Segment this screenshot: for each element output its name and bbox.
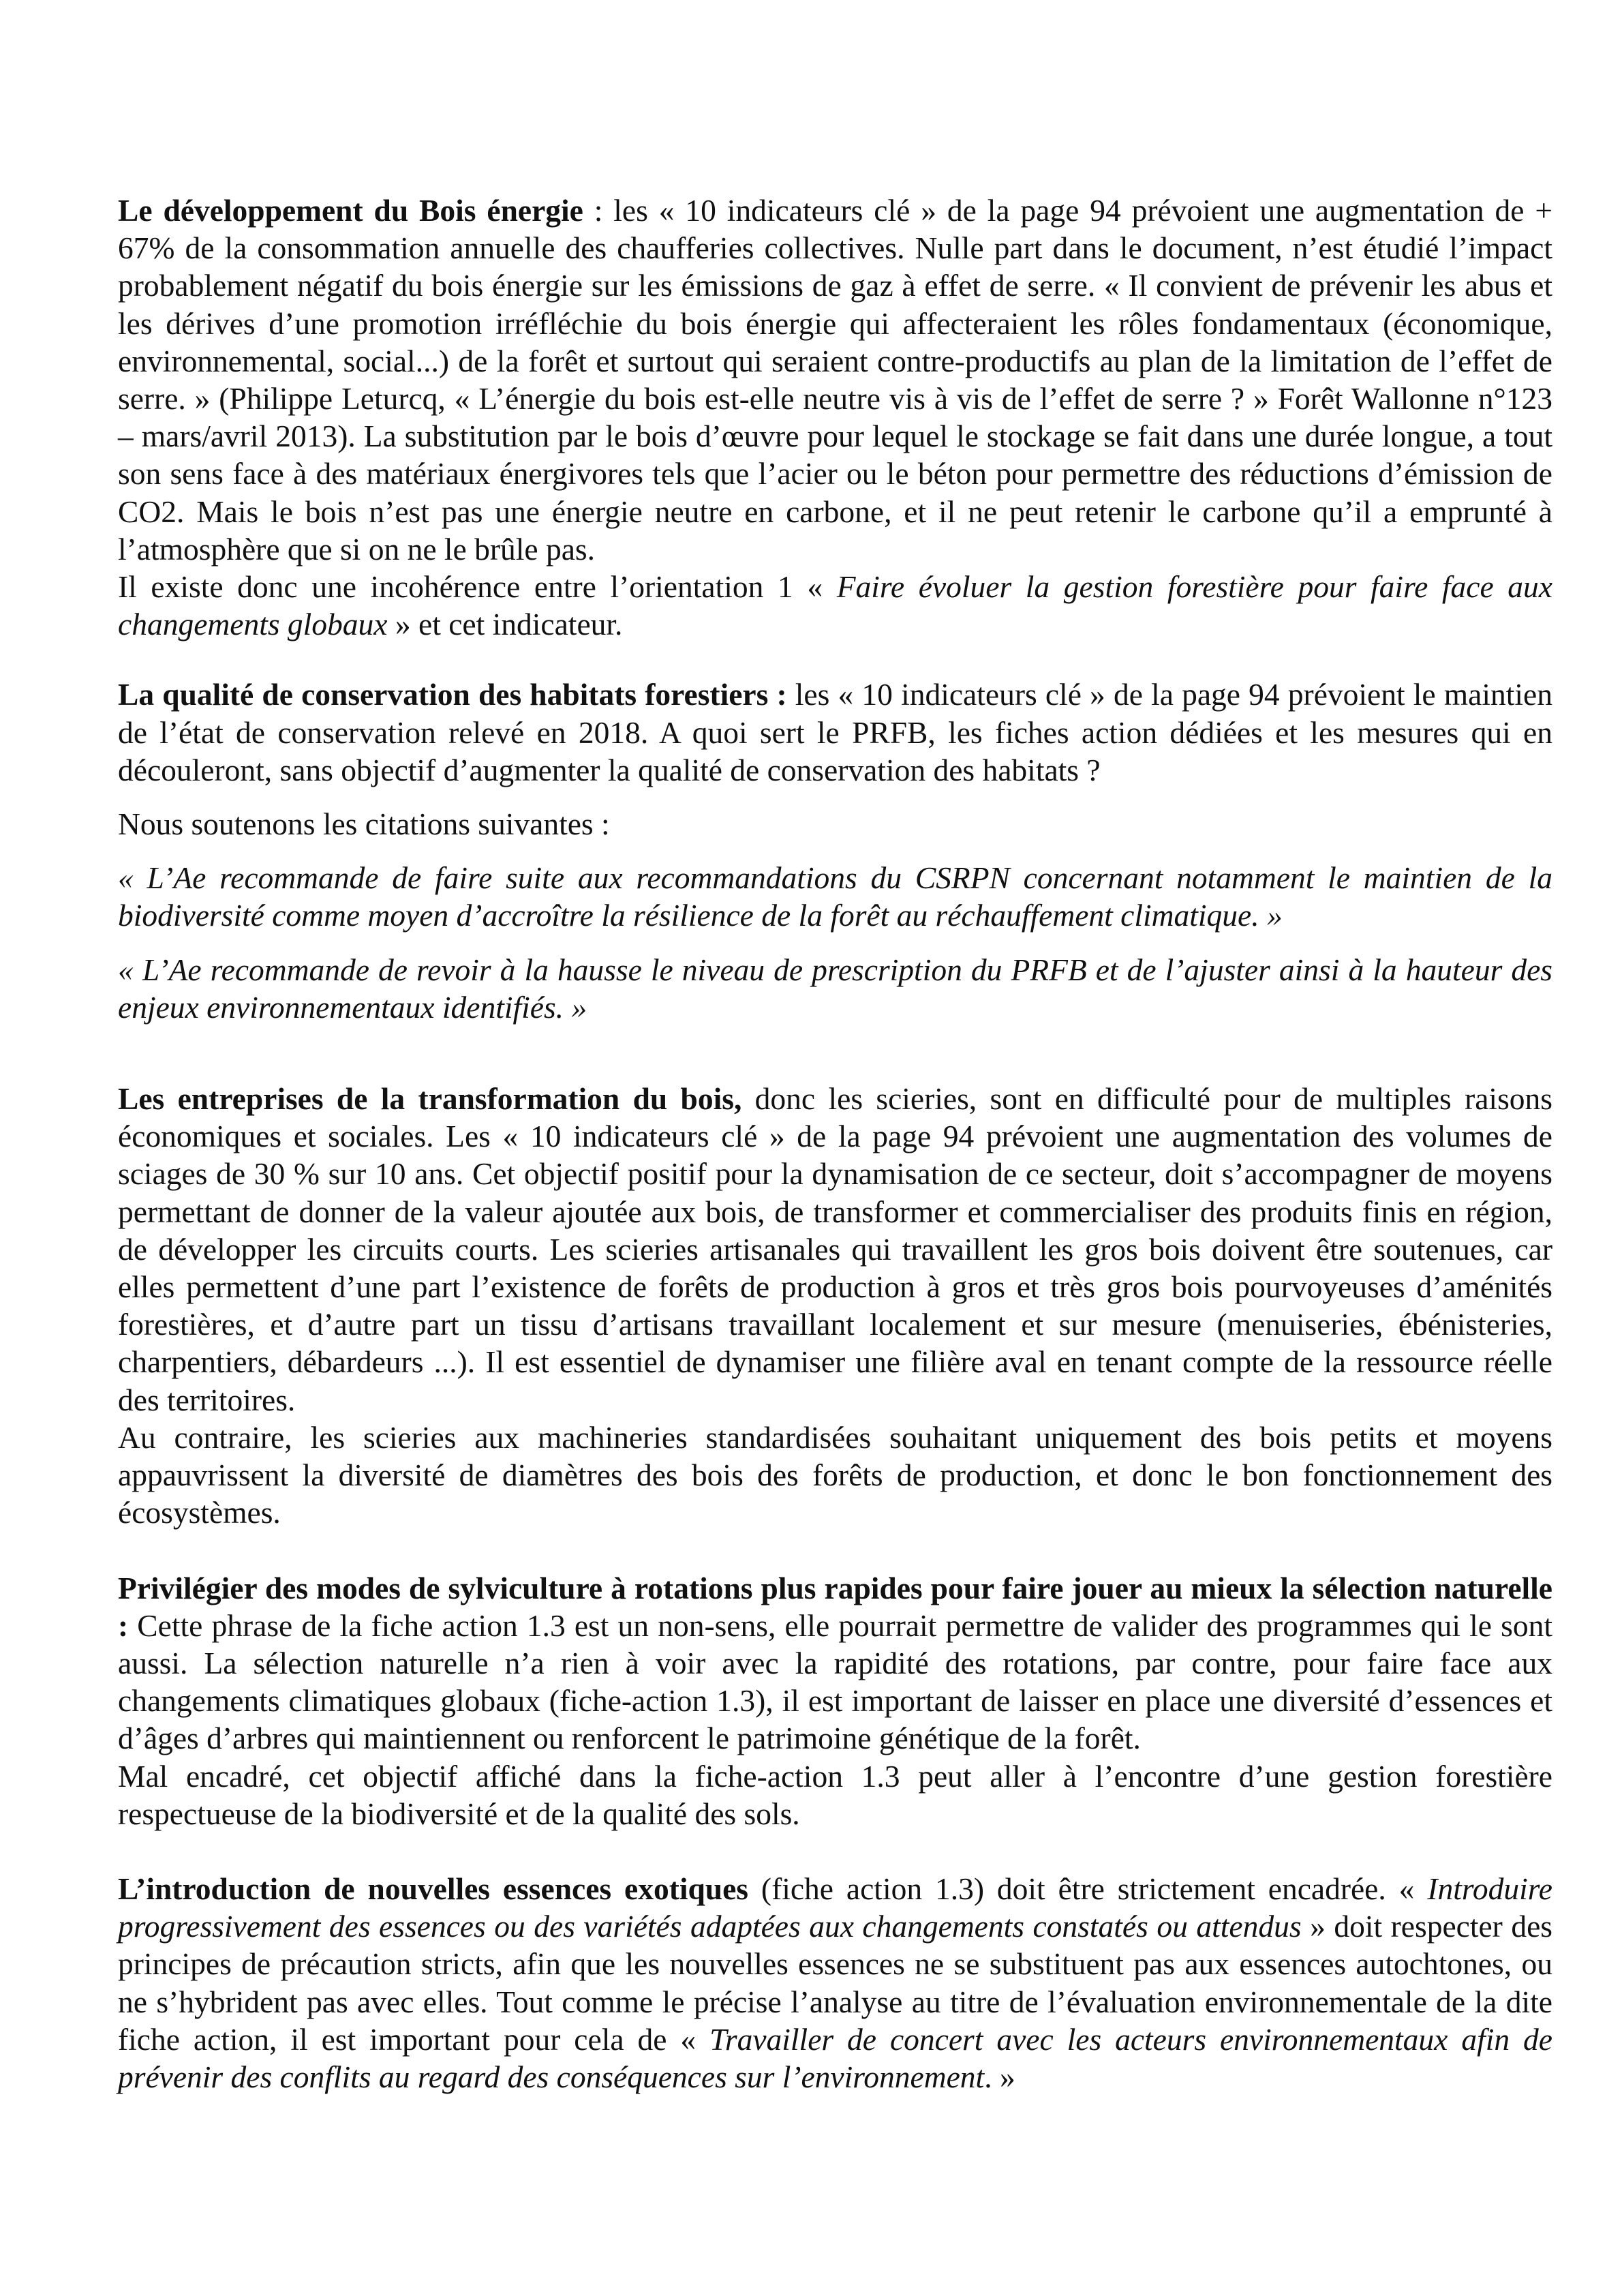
- document-body: [118, 192, 1552, 2096]
- paragraph-citation-1: [118, 859, 1552, 934]
- paragraph-heading: La qualité de conservation des habitats forestiers :: [118, 677, 787, 712]
- paragraph-text: . »: [984, 2059, 1015, 2094]
- quoted-text: Travailler de concert avec les acteurs environnementaux afin de prévenir des conflits au regard des conséquences sur l’environnement: [118, 2021, 1552, 2094]
- paragraph-entreprises-contraire: [118, 1419, 1552, 1532]
- paragraph-heading: Le développement du Bois énergie: [118, 193, 583, 228]
- paragraph-text: Il existe donc une incohérence entre l’orientation 1 «: [118, 569, 837, 605]
- paragraph-bois-energie-incoherence: [118, 568, 1552, 643]
- paragraph-heading: Les entreprises de la transformation du bois,: [118, 1081, 742, 1117]
- paragraph-text: Mal encadré, cet objectif affiché dans la fiche-action 1.3 peut aller à l’encontre d’une gestion forestière respectueuse de la biodiversité et de la qualité des sols.: [118, 1758, 1552, 1831]
- paragraph-text: Au contraire, les scieries aux machineries standardisées souhaitant uniquement des bois petits et moyens appauvrissent la diversité de diamètres des bois des forêts de production, et donc le bon fonctionnement des écosystèmes.: [118, 1419, 1552, 1530]
- paragraph-citations-intro: [118, 805, 1552, 843]
- quoted-text: « L’Ae recommande de faire suite aux recommandations du CSRPN concernant notamment le maintien de la biodiversité comme moyen d’accroître la résilience de la forêt au réchauffement climatique. »: [118, 860, 1552, 933]
- paragraph-text: (fiche action 1.3) doit être strictement encadrée. «: [748, 1871, 1428, 1906]
- paragraph-citation-2: [118, 951, 1552, 1026]
- paragraph-heading: Privilégier des modes de sylviculture à rotations plus rapides pour faire jouer au mieux la sélection naturelle :: [118, 1570, 1552, 1643]
- quoted-text: « L’Ae recommande de revoir à la hausse le niveau de prescription du PRFB et de l’ajuster ainsi à la hauteur des enjeux environnementaux identifiés. »: [118, 952, 1552, 1025]
- paragraph-sylviculture-mal-encadre: [118, 1757, 1552, 1832]
- paragraph-entreprises-transformation: [118, 1080, 1552, 1419]
- paragraph-text: donc les scieries, sont en difficulté pour de multiples raisons économiques et sociales. Les « 10 indicateurs clé » de la page 94 prévoient une augmentation des volumes de sciages de 30 % sur 10 ans. Cet objectif positif pour la dynamisation de ce secteur, doit s’accompagner de moyens permettant de donner de la valeur ajoutée aux bois, de transformer et commercialiser des produits finis en région, de développer les circuits courts. Les scieries artisanales qui travaillent les gros bois doivent être soutenues, car elles permettent d’une part l’existence de forêts de production à gros et très gros bois pourvoyeuses d’aménités forestières, et d’autre part un tissu d’artisans travaillant localement et sur mesure (menuiseries, ébénisteries, charpentiers, débardeurs ...). Il est essentiel de dynamiser une filière aval en tenant compte de la ressource réelle des territoires.: [118, 1081, 1552, 1417]
- quoted-text: Introduire progressivement des essences ou des variétés adaptées aux changements constatés ou attendus: [118, 1871, 1552, 1944]
- paragraph-text: les « 10 indicateurs clé » de la page 94 prévoient le maintien de l’état de conservation relevé en 2018. A quoi sert le PRFB, les fiches action dédiées et les mesures qui en découleront, sans objectif d’augmenter la qualité de conservation des habitats ?: [118, 677, 1552, 787]
- paragraph-qualite-conservation: [118, 676, 1552, 789]
- paragraph-sylviculture-rotations: [118, 1569, 1552, 1757]
- paragraph-text: » et cet indicateur.: [387, 607, 623, 642]
- paragraph-text: : les « 10 indicateurs clé » de la page 94 prévoient une augmentation de + 67% de la consommation annuelle des chaufferies collectives. Nulle part dans le document, n’est étudié l’impact probablement négatif du bois énergie sur les émissions de gaz à effet de serre. « Il convient de prévenir les abus et les dérives d’une promotion irréfléchie du bois énergie qui affecteraient les rôles fondamentaux (économique, environnemental, social...) de la forêt et surtout qui seraient contre-productifs au plan de la limitation de l’effet de serre. » (Philippe Leturcq, « L’énergie du bois est-elle neutre vis à vis de l’effet de serre ? » Forêt Wallonne n°123 – mars/avril 2013). La substitution par le bois d’œuvre pour lequel le stockage se fait dans une durée longue, a tout son sens face à des matériaux énergivores tels que l’acier ou le béton pour permettre des réductions d’émission de CO2. Mais le bois n’est pas une énergie neutre en carbone, et il ne peut retenir le carbone qu’il a emprunté à l’atmosphère que si on ne le brûle pas.: [118, 193, 1552, 567]
- paragraph-text: Nous soutenons les citations suivantes :: [118, 806, 610, 842]
- paragraph-text: Cette phrase de la fiche action 1.3 est un non-sens, elle pourrait permettre de valider des programmes qui le sont aussi. La sélection naturelle n’a rien à voir avec la rapidité des rotations, par contre, pour faire face aux changements climatiques globaux (fiche-action 1.3), il est important de laisser en place une diversité d’essences et d’âges d’arbres qui maintiennent ou renforcent le patrimoine génétique de la forêt.: [118, 1607, 1552, 1756]
- quoted-text: Faire évoluer la gestion forestière pour faire face aux changements globaux: [118, 569, 1552, 642]
- paragraph-essences-exotiques: [118, 1870, 1552, 2096]
- paragraph-bois-energie: [118, 192, 1552, 568]
- paragraph-text: » doit respecter des principes de précaution stricts, afin que les nouvelles essences ne se substituent pas aux essences autochtones, ou ne s’hybrident pas avec elles. Tout comme le précise l’analyse au titre de l’évaluation environnementale de la dite fiche action, il est important pour cela de «: [118, 1909, 1553, 2057]
- paragraph-heading: L’introduction de nouvelles essences exotiques: [118, 1871, 749, 1906]
